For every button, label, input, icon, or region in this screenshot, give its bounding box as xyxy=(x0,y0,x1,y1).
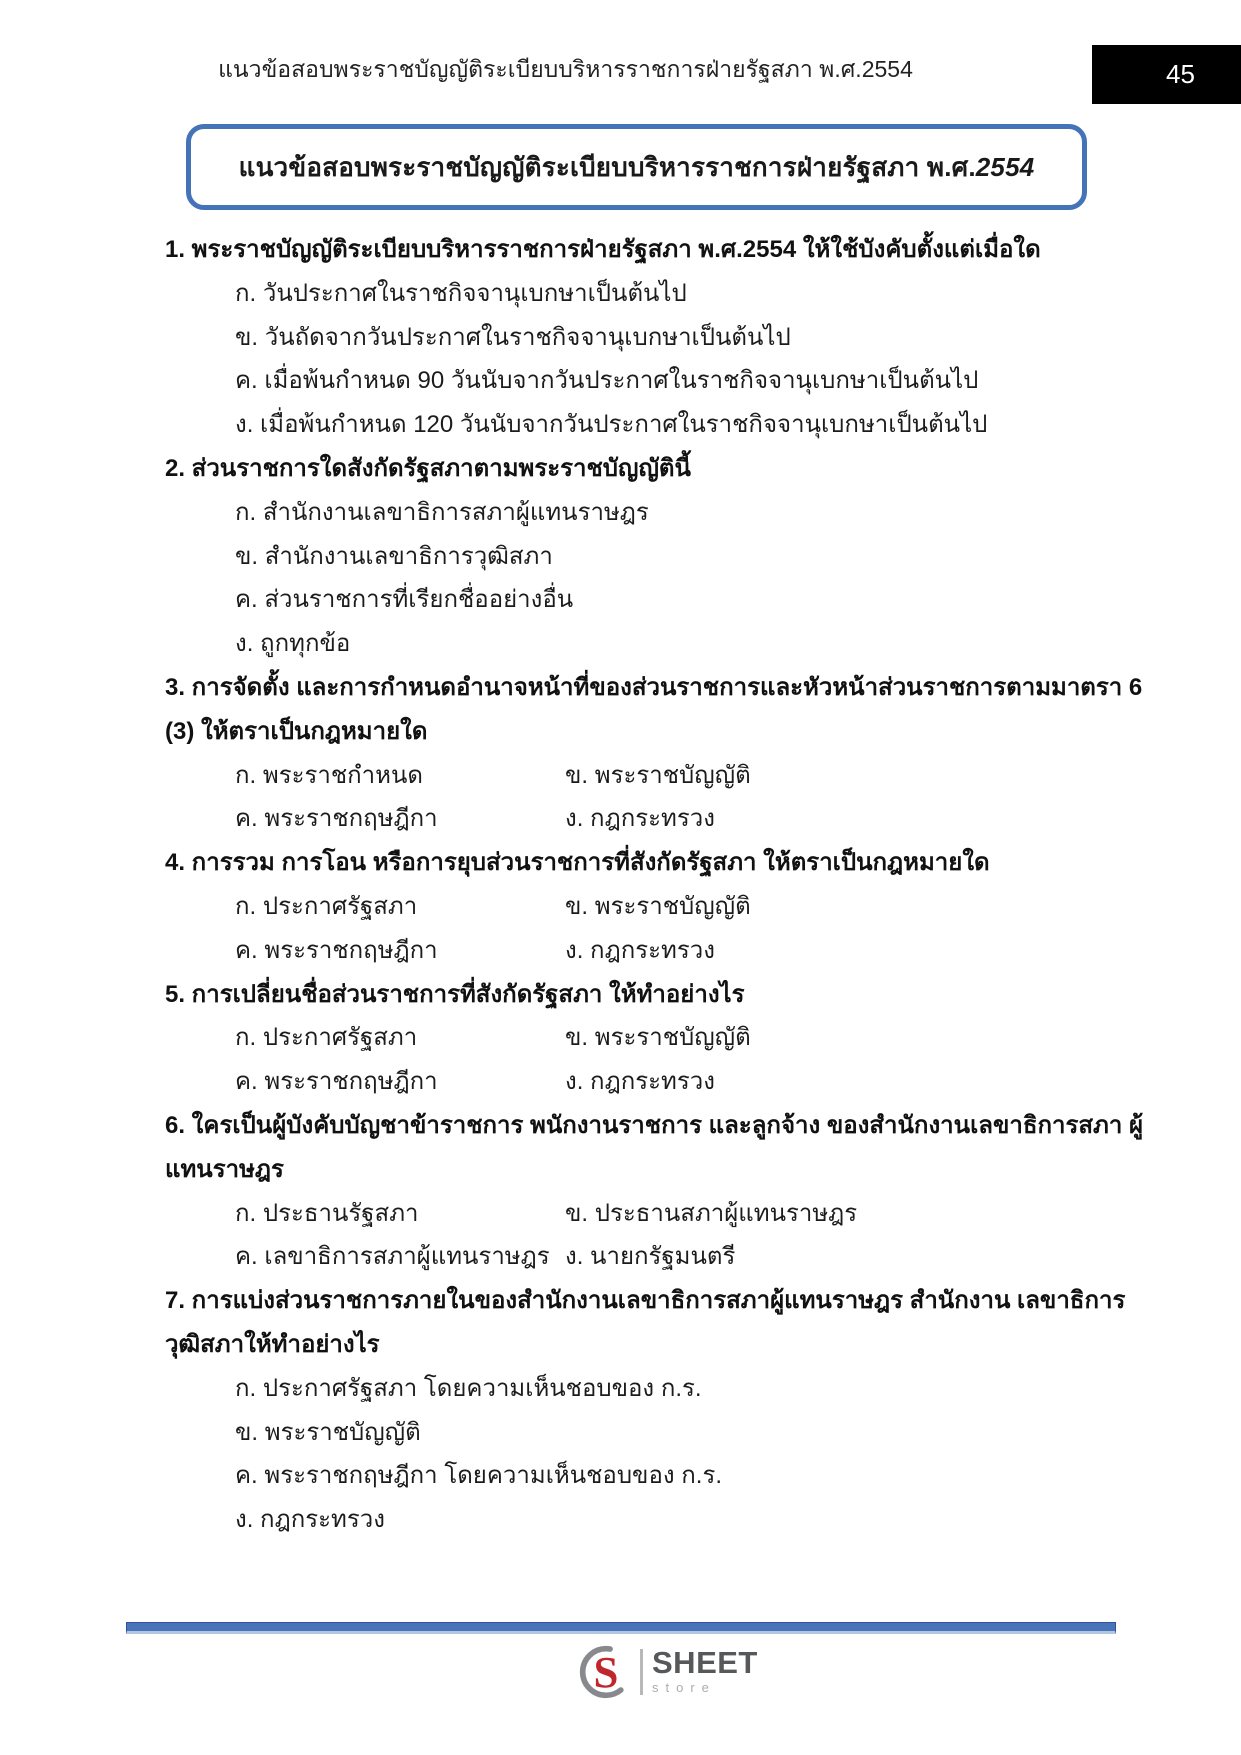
questions-list xyxy=(165,228,1175,1542)
choice-ข: ข. พระราชบัญญัติ xyxy=(565,892,751,920)
choice-ข: ข. พระราชบัญญัติ xyxy=(565,761,751,789)
choice-ก: ก. ประกาศรัฐสภา xyxy=(235,892,418,920)
page-title-year: 2554 xyxy=(975,151,1035,182)
choices xyxy=(165,754,1175,842)
question-2 xyxy=(165,447,1175,666)
choice-ค: ค. พระราชกฤษฎีกา xyxy=(235,1068,438,1096)
running-header: แนวข้อสอบพระราชบัญญัติระเบียบบริหารราชการฝ่ายรัฐสภา พ.ศ.2554 xyxy=(218,56,913,82)
choice-ก: ก. ประธานรัฐสภา xyxy=(235,1199,419,1227)
choice-ข: ข. พระราชบัญญัติ xyxy=(565,1024,751,1052)
choice-ง: ง. กฎกระทรวง xyxy=(235,1506,385,1534)
choice-ก: ก. พระราชกำหนด xyxy=(235,761,423,789)
choice-ก: ก. วันประกาศในราชกิจจานุเบกษาเป็นต้นไป xyxy=(235,279,687,307)
sheet-store-logo xyxy=(578,1644,758,1700)
choice-ข: ข. ประธานสภาผู้แทนราษฎร xyxy=(565,1199,858,1227)
choice-ก: ก. ประกาศรัฐสภา โดยความเห็นชอบของ ก.ร. xyxy=(235,1374,702,1402)
logo-subtext: store xyxy=(652,1680,716,1695)
question-text: 1. พระราชบัญญัติระเบียบบริหารราชการฝ่ายรัฐสภา พ.ศ.2554 ให้ใช้บังคับตั้งแต่เมื่อใด xyxy=(165,236,1041,263)
question-text: 3. การจัดตั้ง และการกำหนดอำนาจหน้าที่ของส่วนราชการและหัวหน้าส่วนราชการตามมาตรา 6 (3) ให้ตราเป็นกฎหมายใด xyxy=(165,673,1143,745)
question-text: 2. ส่วนราชการใดสังกัดรัฐสภาตามพระราชบัญญัตินี้ xyxy=(165,454,691,482)
choice-ก: ก. ประกาศรัฐสภา xyxy=(235,1024,418,1052)
question-text: 5. การเปลี่ยนชื่อส่วนราชการที่สังกัดรัฐสภา ให้ทำอย่างไร xyxy=(165,980,745,1008)
choice-ข: ข. พระราชบัญญัติ xyxy=(235,1418,421,1446)
page-title xyxy=(239,147,1035,188)
choices xyxy=(165,1016,1175,1104)
question-4 xyxy=(165,841,1175,972)
page-number-box xyxy=(1092,45,1241,104)
choice-ค: ค. พระราชกฤษฎีกา xyxy=(235,805,438,833)
choice-ค: ค. ส่วนราชการที่เรียกชื่ออย่างอื่น xyxy=(235,586,574,614)
choices xyxy=(165,1367,1175,1542)
choice-ก: ก. สำนักงานเลขาธิการสภาผู้แทนราษฎร xyxy=(235,498,649,526)
question-1 xyxy=(165,228,1175,447)
choices xyxy=(165,272,1175,447)
sheet-store-logo-icon xyxy=(578,1644,634,1700)
logo-name: SHEET xyxy=(652,1645,758,1680)
question-text: 4. การรวม การโอน หรือการยุบส่วนราชการที่สังกัดรัฐสภา ให้ตราเป็นกฎหมายใด xyxy=(165,849,990,877)
choice-ง: ง. ถูกทุกข้อ xyxy=(235,630,351,658)
choice-ค: ค. เลขาธิการสภาผู้แทนราษฎร xyxy=(235,1243,550,1271)
choice-ง: ง. กฎกระทรวง xyxy=(565,805,715,833)
choice-ค: ค. พระราชกฤษฎีกา โดยความเห็นชอบของ ก.ร. xyxy=(235,1462,723,1490)
choice-ข: ข. วันถัดจากวันประกาศในราชกิจจานุเบกษาเป็นต้นไป xyxy=(235,323,791,351)
question-7 xyxy=(165,1279,1175,1542)
question-text: 7. การแบ่งส่วนราชการภายในของสำนักงานเลขาธิการสภาผู้แทนราษฎร สำนักงาน เลขาธิการ วุฒิสภาให้ทำอย่างไร xyxy=(165,1287,1126,1358)
choice-ง: ง. กฎกระทรวง xyxy=(565,936,715,964)
choices xyxy=(165,885,1175,973)
choice-ค: ค. เมื่อพ้นกำหนด 90 วันนับจากวันประกาศในราชกิจจานุเบกษาเป็นต้นไป xyxy=(235,367,979,395)
choice-ง: ง. นายกรัฐมนตรี xyxy=(565,1243,736,1271)
page-title-text: แนวข้อสอบพระราชบัญญัติระเบียบบริหารราชการฝ่ายรัฐสภา พ.ศ. xyxy=(238,151,976,182)
question-text: 6. ใครเป็นผู้บังคับบัญชาข้าราชการ พนักงานราชการ และลูกจ้าง ของสำนักงานเลขาธิการสภา ผู้แทนราษฎร xyxy=(165,1111,1144,1183)
choice-ข: ข. สำนักงานเลขาธิการวุฒิสภา xyxy=(235,542,553,570)
question-3 xyxy=(165,666,1175,841)
question-5 xyxy=(165,973,1175,1104)
choices xyxy=(165,1192,1175,1280)
logo-text xyxy=(652,1645,758,1696)
choice-ง: ง. เมื่อพ้นกำหนด 120 วันนับจากวันประกาศในราชกิจจานุเบกษาเป็นต้นไป xyxy=(235,411,988,439)
footer-divider xyxy=(126,1622,1116,1634)
question-6 xyxy=(165,1104,1175,1279)
page-number: 45 xyxy=(1166,59,1195,89)
choices xyxy=(165,491,1175,666)
choice-ง: ง. กฎกระทรวง xyxy=(565,1068,715,1096)
logo-divider xyxy=(640,1649,643,1695)
choice-ค: ค. พระราชกฤษฎีกา xyxy=(235,936,438,964)
title-box xyxy=(186,124,1087,210)
svg-text:S: S xyxy=(593,1646,619,1697)
